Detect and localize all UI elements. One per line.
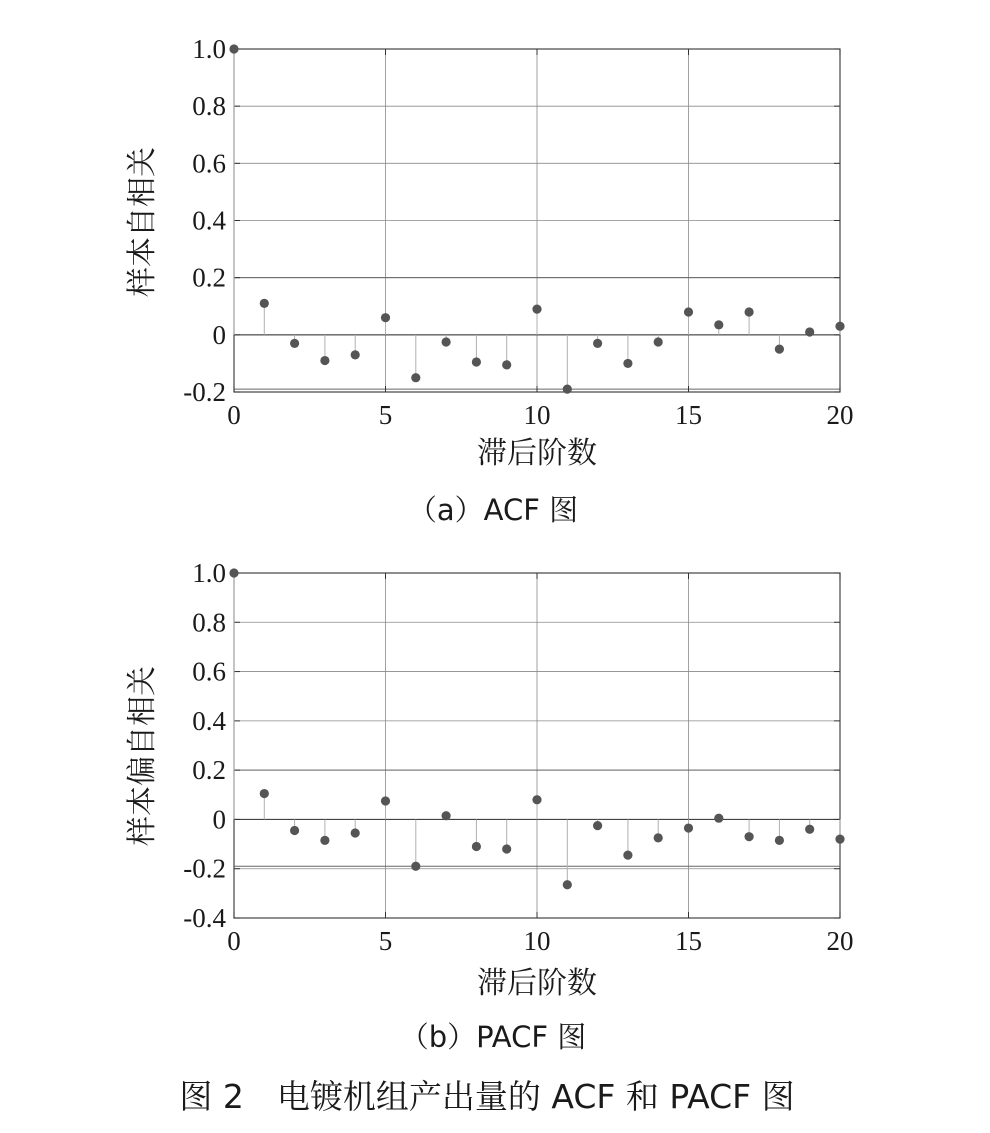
x-tick-label: 10 — [523, 400, 551, 430]
y-tick-label: 0.8 — [192, 607, 226, 638]
data-point — [745, 307, 754, 316]
y-tick-label: 0.4 — [192, 705, 226, 736]
data-point — [593, 821, 602, 830]
data-point — [502, 844, 511, 853]
y-tick-label: -0.2 — [183, 853, 226, 884]
x-axis-label: 滞后阶数 — [477, 436, 597, 471]
y-tick-label: 0.2 — [192, 755, 226, 786]
data-point — [260, 299, 269, 308]
y-tick-label: 0.2 — [192, 262, 226, 293]
data-point — [835, 322, 844, 331]
y-axis-label: 样本自相关 — [125, 147, 160, 297]
x-tick-label: 20 — [826, 400, 854, 430]
data-point — [290, 339, 299, 348]
data-point — [472, 842, 481, 851]
data-point — [351, 828, 360, 837]
panel-caption: （a）ACF 图 — [407, 493, 579, 527]
data-point — [442, 337, 451, 346]
x-tick-label: 10 — [523, 926, 551, 956]
y-tick-label: 1.0 — [192, 558, 226, 588]
data-point — [260, 789, 269, 798]
data-point — [472, 357, 481, 366]
y-tick-label: 0.6 — [192, 148, 226, 179]
data-point — [532, 305, 541, 314]
data-point — [502, 360, 511, 369]
data-point — [835, 835, 844, 844]
x-tick-label: 0 — [227, 926, 241, 956]
x-tick-label: 15 — [675, 926, 702, 956]
data-point — [442, 811, 451, 820]
data-point — [320, 356, 329, 365]
data-point — [351, 350, 360, 359]
y-tick-label: 0 — [212, 804, 226, 835]
x-tick-label: 5 — [378, 926, 393, 956]
data-point — [563, 385, 572, 394]
panel-caption: （b）PACF 图 — [399, 1020, 587, 1054]
data-point — [745, 832, 754, 841]
y-tick-label: 0.4 — [192, 205, 226, 236]
y-tick-label: 1.0 — [192, 34, 226, 64]
x-tick-label: 15 — [675, 400, 702, 430]
y-tick-label: 0.6 — [192, 656, 226, 687]
data-point — [684, 307, 693, 316]
data-point — [411, 862, 420, 871]
x-axis-label: 滞后阶数 — [477, 966, 597, 1001]
data-point — [320, 836, 329, 845]
data-point — [381, 796, 390, 805]
y-tick-label: 0 — [212, 319, 226, 350]
data-point — [623, 359, 632, 368]
data-point — [290, 826, 299, 835]
data-point — [805, 825, 814, 834]
data-point — [229, 44, 238, 53]
data-point — [714, 814, 723, 823]
data-point — [532, 795, 541, 804]
data-point — [654, 833, 663, 842]
x-tick-label: 5 — [378, 400, 393, 430]
y-tick-label: 0.8 — [192, 91, 226, 122]
data-point — [623, 851, 632, 860]
y-tick-label: -0.2 — [183, 377, 226, 407]
data-point — [775, 836, 784, 845]
data-point — [381, 313, 390, 322]
data-point — [563, 880, 572, 889]
data-point — [684, 823, 693, 832]
data-point — [805, 327, 814, 336]
data-point — [654, 337, 663, 346]
y-tick-label: -0.4 — [183, 903, 226, 933]
x-tick-label: 0 — [227, 400, 241, 430]
acf-chart — [125, 34, 854, 527]
data-point — [714, 320, 723, 329]
data-point — [775, 345, 784, 354]
data-point — [411, 373, 420, 382]
data-point — [593, 339, 602, 348]
data-point — [229, 568, 238, 577]
figure-caption: 图 2 电镀机组产出量的 ACF 和 PACF 图 — [179, 1077, 795, 1116]
x-tick-label: 20 — [826, 926, 854, 956]
y-axis-label: 样本偏自相关 — [125, 666, 160, 846]
pacf-chart — [125, 558, 854, 1054]
